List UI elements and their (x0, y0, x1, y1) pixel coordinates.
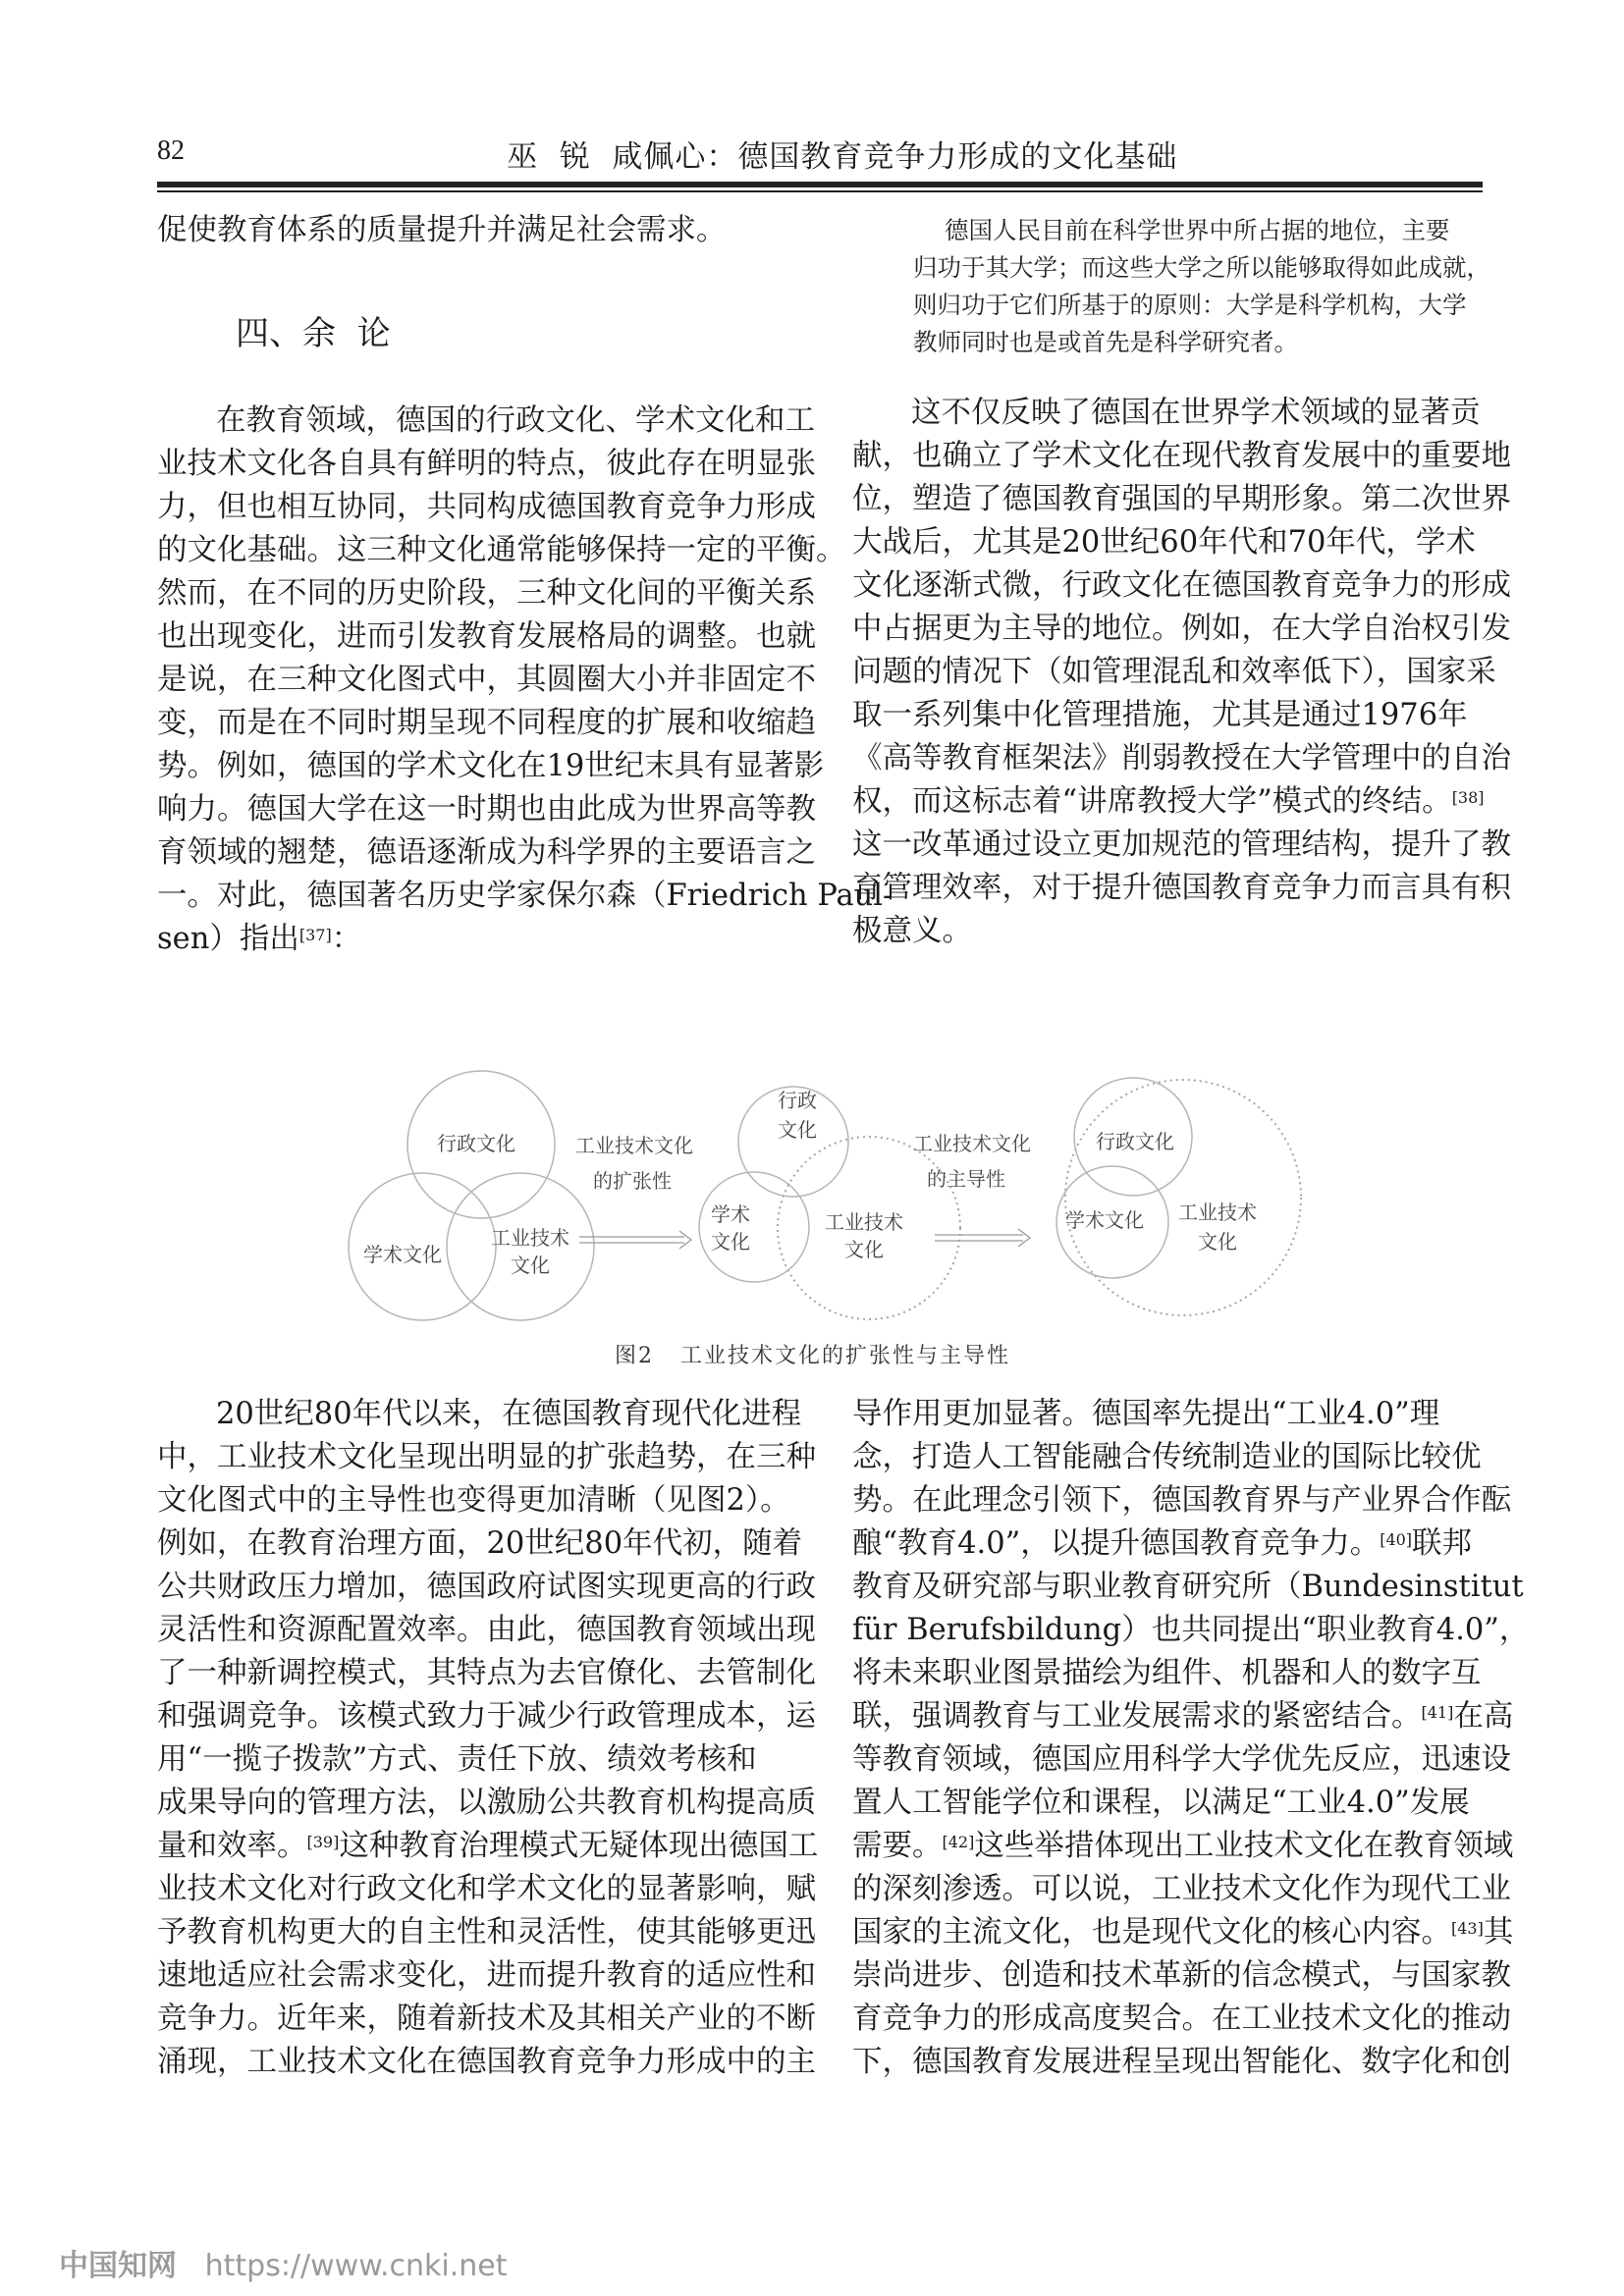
text-line: 则归功于它们所基于的原则：大学是科学机构，大学 (913, 291, 1467, 319)
text-line: 大战后，尤其是20世纪60年代和70年代，学术 (852, 525, 1476, 560)
text-line: 的深刻渗透。可以说，工业技术文化作为现代工业 (852, 1872, 1511, 1906)
label-industrial2-b: 文化 (844, 1238, 884, 1261)
running-title: 巫 锐 咸佩心：德国教育竞争力形成的文化基础 (507, 139, 1178, 175)
citation-ref[interactable]: [43] (1451, 1919, 1484, 1938)
text-line: 崇尚进步、创造和技术革新的信念模式，与国家教 (852, 1958, 1511, 1993)
text-span: 国家的主流文化，也是现代文化的核心内容。 (852, 1915, 1451, 1949)
cnki-brand: 中国知网 (59, 2249, 177, 2283)
text-line: 下，德国教育发展进程呈现出智能化、数字化和创 (852, 2045, 1511, 2079)
citation-ref[interactable]: [38] (1451, 788, 1485, 807)
text-line: 育管理效率，对于提升德国教育竞争力而言具有积 (852, 871, 1511, 905)
section-title: 四、余 论 (236, 314, 391, 353)
text-line: 竞争力。近年来，随着新技术及其相关产业的不断 (157, 2002, 816, 2036)
text-line: 《高等教育框架法》削弱教授在大学管理中的自治 (852, 741, 1511, 775)
citation-ref[interactable]: [37] (298, 926, 332, 944)
text-line: 业技术文化对行政文化和学术文化的显著影响，赋 (157, 1872, 816, 1906)
arrow2-label-b: 的主导性 (927, 1167, 1005, 1191)
text-line (852, 785, 1485, 819)
text-line: 念，打造人工智能融合传统制造业的国际比较优 (852, 1440, 1482, 1474)
text-line (852, 1527, 1472, 1561)
text-line: 变，而是在不同时期呈现不同程度的扩展和收缩趋 (157, 706, 816, 740)
text-span: 酿“教育4.0”，以提升德国教育竞争力。 (852, 1526, 1380, 1561)
text-line: 用“一揽子拨款”方式、责任下放、绩效考核和 (157, 1742, 757, 1777)
label-academic2-a: 学术 (711, 1202, 750, 1226)
text-span: 需要。 (852, 1829, 943, 1863)
text-line: 和强调竞争。该模式致力于减少行政管理成本，运 (157, 1699, 816, 1734)
text-span: ： (331, 922, 362, 956)
text-line: 将未来职业图景描绘为组件、机器和人的数字互 (852, 1656, 1482, 1690)
label-industrial3-a: 工业技术 (1178, 1201, 1257, 1224)
text-line: 育竞争力的形成高度契合。在工业技术文化的推动 (852, 2002, 1511, 2036)
text-line (852, 1700, 1513, 1734)
citation-ref[interactable]: [39] (306, 1833, 340, 1851)
text-line: 涌现，工业技术文化在德国教育竞争力形成中的主 (157, 2045, 816, 2079)
text-line: 公共财政压力增加，德国政府试图实现更高的行政 (157, 1570, 816, 1604)
text-line: 教师同时也是或首先是科学研究者。 (913, 328, 1298, 356)
arrow2-label-a: 工业技术文化 (913, 1132, 1031, 1155)
page-number: 82 (157, 135, 185, 166)
circle-industrial-culture-dominant (1065, 1080, 1301, 1315)
text-span: 这种教育治理模式无疑体现出德国工 (339, 1829, 819, 1863)
label-admin3: 行政文化 (1096, 1130, 1174, 1153)
text-span: sen）指出 (157, 922, 299, 956)
arrow1-label-b: 的扩张性 (593, 1169, 672, 1193)
label-academic2-b: 文化 (711, 1230, 750, 1254)
text-line (852, 1916, 1513, 1949)
text-line (157, 1830, 818, 1863)
citation-ref[interactable]: [42] (942, 1833, 975, 1851)
label-industrial3-b: 文化 (1198, 1230, 1237, 1254)
label-admin: 行政文化 (437, 1132, 515, 1155)
text-line: 成果导向的管理方法，以激励公共教育机构提高质 (157, 1786, 816, 1820)
label-admin2-a: 行政 (778, 1089, 817, 1112)
arrow1-label-a: 工业技术文化 (575, 1134, 693, 1157)
text-span: 这些举措体现出工业技术文化在教育领域 (974, 1829, 1514, 1863)
text-line: 力，但也相互协同，共同构成德国教育竞争力形成 (157, 490, 816, 524)
label-industrial-b: 文化 (511, 1254, 550, 1277)
text-span: 权，而这标志着“讲席教授大学”模式的终结。 (852, 784, 1452, 819)
text-line: 势。例如，德国的学术文化在19世纪末具有显著影 (157, 749, 825, 783)
text-line: 速地适应社会需求变化，进而提升教育的适应性和 (157, 1958, 816, 1993)
text-line: 促使教育体系的质量提升并满足社会需求。 (157, 213, 727, 247)
text-line: 例如，在教育治理方面，20世纪80年代初，随着 (157, 1526, 803, 1561)
text-line: 中占据更为主导的地位。例如，在大学自治权引发 (852, 612, 1511, 646)
label-academic3: 学术文化 (1065, 1208, 1144, 1232)
citation-ref[interactable]: [40] (1380, 1530, 1413, 1549)
text-line: 响力。德国大学在这一时期也由此成为世界高等教 (157, 792, 816, 827)
text-line: 这一改革通过设立更加规范的管理结构，提升了教 (852, 828, 1511, 862)
text-line: 献，也确立了学术文化在现代教育发展中的重要地 (852, 439, 1511, 473)
text-line: 位，塑造了德国教育强国的早期形象。第二次世界 (852, 482, 1511, 516)
cnki-url[interactable]: https://www.cnki.net (204, 2249, 508, 2283)
header-rule-thick (157, 182, 1483, 187)
figure-caption: 图2 工业技术文化的扩张性与主导性 (615, 1344, 1010, 1368)
text-line (157, 923, 361, 956)
text-line: 势。在此理念引领下，德国教育界与产业界合作酝 (852, 1483, 1511, 1518)
label-industrial-a: 工业技术 (491, 1226, 569, 1250)
header-rule-thin (157, 190, 1483, 192)
text-span: 联邦 (1412, 1526, 1473, 1561)
text-line: 取一系列集中化管理措施，尤其是通过1976年 (852, 698, 1468, 732)
text-line: 20世纪80年代以来，在德国教育现代化进程 (216, 1397, 802, 1431)
cnki-footer[interactable] (59, 2241, 508, 2284)
text-line (852, 1830, 1513, 1863)
text-line: 中，工业技术文化呈现出明显的扩张趋势，在三种 (157, 1440, 816, 1474)
text-line: 极意义。 (852, 914, 972, 948)
text-line: 导作用更加显著。德国率先提出“工业4.0”理 (852, 1397, 1440, 1431)
text-line: 业技术文化各自具有鲜明的特点，彼此存在明显张 (157, 447, 816, 481)
text-line: 等教育领域，德国应用科学大学优先反应，迅速设 (852, 1742, 1511, 1777)
text-line: 予教育机构更大的自主性和灵活性，使其能够更迅 (157, 1915, 816, 1949)
label-industrial2-a: 工业技术 (825, 1210, 903, 1234)
text-line: 灵活性和资源配置效率。由此，德国教育领域出现 (157, 1613, 816, 1647)
text-line: 了一种新调控模式，其特点为去官僚化、去管制化 (157, 1656, 816, 1690)
text-line: 育领域的翘楚，德语逐渐成为科学界的主要语言之 (157, 835, 816, 870)
text-span: 在高 (1453, 1699, 1514, 1734)
text-line: 文化图式中的主导性也变得更加清晰（见图2）。 (157, 1483, 790, 1518)
text-span: 联，强调教育与工业发展需求的紧密结合。 (852, 1699, 1422, 1734)
text-span: 其 (1483, 1915, 1514, 1949)
text-line: 文化逐渐式微，行政文化在德国教育竞争力的形成 (852, 568, 1511, 603)
text-line: 是说，在三种文化图式中，其圆圈大小并非固定不 (157, 663, 816, 697)
circle-academic-culture-small (699, 1172, 809, 1282)
text-line: 归功于其大学；而这些大学之所以能够取得如此成就， (913, 253, 1490, 282)
text-line: 一。对此，德国著名历史学家保尔森（Friedrich Paul- (157, 879, 893, 913)
label-admin2-b: 文化 (778, 1118, 817, 1142)
text-line: für Berufsbildung）也共同提出“职业教育4.0”， (852, 1613, 1530, 1647)
arrow-right-icon (935, 1229, 1030, 1247)
text-line: 教育及研究部与职业教育研究所（Bundesinstitut (852, 1570, 1524, 1604)
text-line: 问题的情况下（如管理混乱和效率低下），国家采 (852, 655, 1496, 689)
text-line: 的文化基础。这三种文化通常能够保持一定的平衡。 (157, 533, 846, 567)
text-line: 这不仅反映了德国在世界学术领域的显著贡 (911, 396, 1481, 430)
arrow-right-icon (579, 1231, 691, 1249)
text-line: 然而，在不同的历史阶段，三种文化间的平衡关系 (157, 576, 816, 611)
text-line: 也出现变化，进而引发教育发展格局的调整。也就 (157, 619, 816, 654)
label-academic: 学术文化 (363, 1243, 442, 1266)
text-line: 在教育领域，德国的行政文化、学术文化和工 (216, 403, 815, 438)
citation-ref[interactable]: [41] (1421, 1703, 1454, 1722)
text-line: 德国人民目前在科学世界中所占据的地位，主要 (945, 216, 1450, 244)
figure-2-diagram (334, 1070, 1306, 1325)
text-span: 量和效率。 (157, 1829, 307, 1863)
text-line: 置人工智能学位和课程，以满足“工业4.0”发展 (852, 1786, 1470, 1820)
